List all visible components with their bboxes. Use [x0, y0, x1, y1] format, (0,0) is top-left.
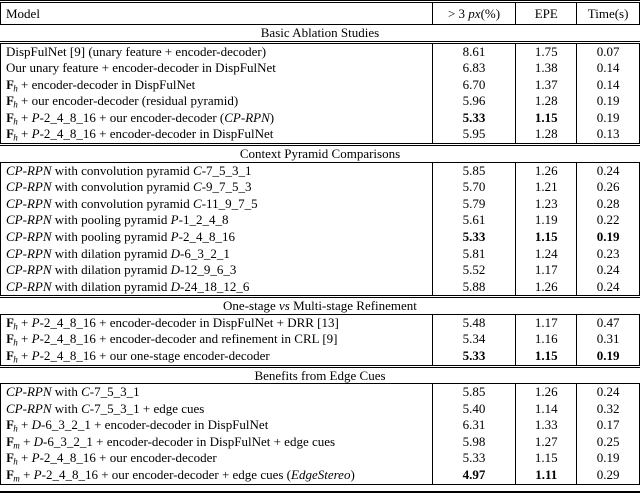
err-rate-cell: 5.40 [433, 401, 517, 418]
epe-cell: 1.15 [516, 348, 577, 365]
table-row [0, 179, 640, 196]
model-cell: $F_h$ + encoder-decoder in DispFulNet [1, 77, 433, 94]
table-row [0, 212, 640, 229]
table-bottom-rule [0, 491, 640, 493]
table-row [0, 450, 640, 467]
epe-cell: 1.75 [516, 44, 577, 61]
time-cell: 0.17 [596, 417, 620, 433]
epe-cell: 1.15 [516, 450, 577, 467]
err-rate-cell: 5.95 [433, 126, 517, 143]
time-cell: 0.23 [596, 245, 620, 261]
epe-cell: 1.14 [516, 401, 577, 418]
time-cell: 0.32 [596, 400, 620, 416]
table-header-row [0, 3, 640, 24]
table-row [0, 126, 640, 143]
model-cell: $F_h$ + P-2_4_8_16 + our encoder-decoder [1, 450, 433, 467]
time-cell: 0.19 [596, 228, 620, 244]
err-rate-cell: 5.33 [433, 348, 517, 365]
epe-cell: 1.27 [516, 434, 577, 451]
time-cell: 0.14 [596, 60, 620, 76]
epe-column-header: EPE [516, 3, 577, 24]
epe-cell: 1.26 [516, 384, 577, 401]
err-rate-cell: 5.85 [433, 163, 517, 180]
table-row [0, 229, 640, 246]
time-cell: 0.24 [596, 262, 620, 278]
time-cell: 0.28 [596, 195, 620, 211]
err-rate-cell: 5.48 [433, 315, 517, 332]
epe-cell: 1.38 [516, 60, 577, 77]
time-cell: 0.25 [596, 433, 620, 449]
model-cell: DispFulNet [9] (unary feature + encoder-decoder) [1, 44, 433, 61]
model-cell: $F_h$ + P-2_4_8_16 + our one-stage encoder-decoder [1, 348, 433, 365]
table-row [0, 262, 640, 279]
table-row [0, 196, 640, 213]
time-column-header: Time(s) [587, 6, 629, 21]
table-row [0, 163, 640, 180]
table-row [0, 417, 640, 434]
section-title: One-stage vs Multi-stage Refinement [223, 298, 417, 314]
section-title: Benefits from Edge Cues [254, 367, 386, 383]
model-cell: $F_h$ + P-2_4_8_16 + our encoder-decoder (CP-RPN) [1, 110, 433, 127]
time-cell: 0.26 [596, 179, 620, 195]
model-cell: $F_h$ + our encoder-decoder (residual pyramid) [1, 93, 433, 110]
epe-cell: 1.17 [516, 262, 577, 279]
table-row [0, 110, 640, 127]
table-row [0, 331, 640, 348]
model-cell: CP-RPN with dilation pyramid D-6_3_2_1 [1, 246, 433, 263]
epe-cell: 1.11 [516, 467, 577, 484]
epe-cell: 1.23 [516, 196, 577, 213]
model-cell: CP-RPN with pooling pyramid P-2_4_8_16 [1, 229, 433, 246]
table-row [0, 279, 640, 296]
model-cell: CP-RPN with convolution pyramid C-7_5_3_1 [1, 163, 433, 180]
table-row [0, 93, 640, 110]
model-cell: CP-RPN with convolution pyramid C-9_7_5_3 [1, 179, 433, 196]
time-cell: 0.19 [596, 348, 620, 363]
time-cell: 0.19 [596, 109, 620, 125]
time-cell: 0.47 [596, 314, 620, 330]
err-rate-cell: 6.83 [433, 60, 517, 77]
model-cell: CP-RPN with dilation pyramid D-12_9_6_3 [1, 262, 433, 279]
err-rate-cell: 5.70 [433, 179, 517, 196]
err-rate-cell: 8.61 [433, 44, 517, 61]
epe-cell: 1.17 [516, 315, 577, 332]
model-cell: $F_m$ + D-6_3_2_1 + encoder-decoder in DispFulNet + edge cues [1, 434, 433, 451]
epe-cell: 1.33 [516, 417, 577, 434]
epe-cell: 1.15 [516, 110, 577, 127]
err-rate-cell: 6.31 [433, 417, 517, 434]
err-rate-cell: 5.85 [433, 384, 517, 401]
err-rate-cell: 6.70 [433, 77, 517, 94]
model-cell: CP-RPN with C-7_5_3_1 + edge cues [1, 401, 433, 418]
err-rate-cell: 5.52 [433, 262, 517, 279]
epe-cell: 1.37 [516, 77, 577, 94]
table-row [0, 44, 640, 61]
model-cell: $F_h$ + D-6_3_2_1 + encoder-decoder in DispFulNet [1, 417, 433, 434]
epe-cell: 1.26 [516, 163, 577, 180]
section-title: Context Pyramid Comparisons [239, 146, 401, 162]
model-cell: CP-RPN with C-7_5_3_1 [1, 384, 433, 401]
table-row [0, 246, 640, 263]
table-row [0, 401, 640, 418]
model-cell: $F_h$ + P-2_4_8_16 + encoder-decoder and refinement in CRL [9] [1, 331, 433, 348]
table-row [0, 467, 640, 484]
epe-cell: 1.19 [516, 212, 577, 229]
time-cell: 0.13 [596, 126, 620, 142]
section-title: Basic Ablation Studies [260, 25, 380, 40]
model-cell: CP-RPN with convolution pyramid C-11_9_7_5 [1, 196, 433, 213]
table-row [0, 348, 640, 365]
time-cell: 0.22 [596, 212, 620, 228]
time-cell: 0.31 [596, 331, 620, 347]
model-cell: CP-RPN with dilation pyramid D-24_18_12_6 [1, 279, 433, 296]
model-cell: $F_m$ + P-2_4_8_16 + our encoder-decoder + edge cues (EdgeStereo) [1, 467, 433, 484]
time-cell: 0.29 [596, 467, 620, 483]
time-cell: 0.24 [596, 278, 620, 294]
time-cell: 0.19 [596, 93, 620, 109]
table-row [0, 384, 640, 401]
err-rate-cell: 5.79 [433, 196, 517, 213]
table-row [0, 77, 640, 94]
err-rate-cell: 5.33 [433, 110, 517, 127]
model-column-header: Model [1, 3, 433, 24]
epe-cell: 1.16 [516, 331, 577, 348]
err-rate-cell: 5.81 [433, 246, 517, 263]
err-rate-column-header: > 3 px(%) [433, 3, 517, 24]
err-rate-cell: 4.97 [433, 467, 517, 484]
table-row [0, 315, 640, 332]
err-rate-cell: 5.88 [433, 279, 517, 296]
epe-cell: 1.15 [516, 229, 577, 246]
err-rate-cell: 5.33 [433, 229, 517, 246]
epe-cell: 1.28 [516, 126, 577, 143]
err-rate-cell: 5.98 [433, 434, 517, 451]
time-cell: 0.14 [596, 76, 620, 92]
err-rate-cell: 5.33 [433, 450, 517, 467]
time-cell: 0.19 [596, 450, 620, 466]
err-rate-cell: 5.61 [433, 212, 517, 229]
table-row [0, 60, 640, 77]
epe-cell: 1.28 [516, 93, 577, 110]
err-rate-cell: 5.34 [433, 331, 517, 348]
err-rate-cell: 5.96 [433, 93, 517, 110]
table-row [0, 434, 640, 451]
table-body [0, 24, 640, 493]
epe-cell: 1.21 [516, 179, 577, 196]
model-cell: $F_h$ + P-2_4_8_16 + encoder-decoder in DispFulNet [1, 126, 433, 143]
epe-cell: 1.24 [516, 246, 577, 263]
model-cell: $F_h$ + P-2_4_8_16 + encoder-decoder in DispFulNet + DRR [13] [1, 315, 433, 332]
time-cell: 0.24 [596, 384, 620, 400]
model-cell: CP-RPN with pooling pyramid P-1_2_4_8 [1, 212, 433, 229]
epe-cell: 1.26 [516, 279, 577, 296]
time-cell: 0.24 [596, 162, 620, 178]
model-cell: Our unary feature + encoder-decoder in DispFulNet [1, 60, 433, 77]
time-cell: 0.07 [596, 43, 620, 59]
